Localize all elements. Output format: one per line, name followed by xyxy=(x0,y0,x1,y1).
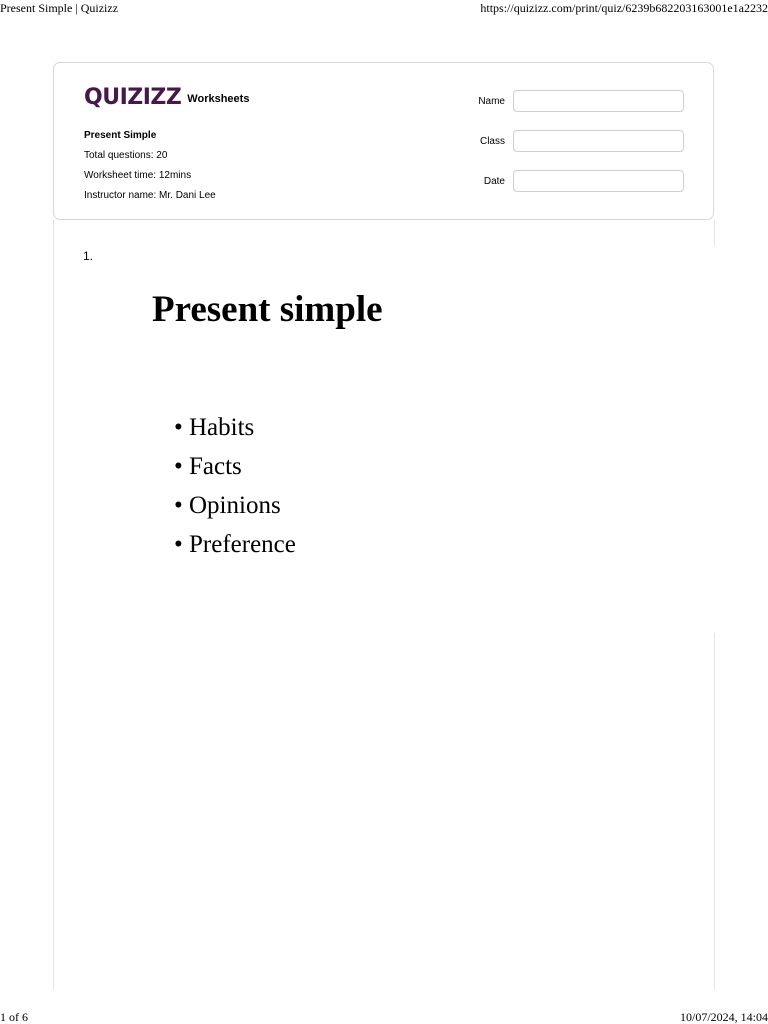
panel-border-top xyxy=(714,220,715,246)
bullet-icon: • xyxy=(174,414,183,441)
bullet-list xyxy=(174,408,296,564)
list-item xyxy=(174,486,296,525)
page-count: 1 of 6 xyxy=(0,1010,28,1024)
bullet-text: Opinions xyxy=(189,492,281,519)
date-label: Date xyxy=(483,175,505,187)
quiz-title: Present Simple xyxy=(84,130,157,141)
date-input[interactable] xyxy=(513,170,684,192)
instructor-name: Instructor name: Mr. Dani Lee xyxy=(84,190,216,201)
brand xyxy=(84,85,249,111)
name-label: Name xyxy=(478,95,505,107)
print-page-title: Present Simple | Quizizz xyxy=(0,1,119,15)
quizizz-logo: QUIZIZZ xyxy=(84,85,182,110)
bullet-icon: • xyxy=(174,453,183,480)
slide-title: Present simple xyxy=(152,289,383,330)
print-datetime: 10/07/2024, 14:04 xyxy=(679,1010,768,1024)
bullet-text: Facts xyxy=(189,453,242,480)
date-field-row xyxy=(465,170,684,192)
class-input[interactable] xyxy=(513,130,684,152)
question-panel xyxy=(53,220,715,990)
total-questions: Total questions: 20 xyxy=(84,150,168,161)
class-label: Class xyxy=(479,135,505,147)
name-input[interactable] xyxy=(513,90,684,112)
name-field-row xyxy=(465,90,684,112)
panel-border-bottom xyxy=(714,633,715,990)
bullet-icon: • xyxy=(174,531,183,558)
bullet-icon: • xyxy=(174,492,183,519)
list-item xyxy=(174,447,296,486)
quiz-info xyxy=(84,126,216,206)
class-field-row xyxy=(465,130,684,152)
print-url: https://quizizz.com/print/quiz/6239b682203163001e1a2232 xyxy=(480,1,768,15)
list-item xyxy=(174,525,296,564)
bullet-text: Habits xyxy=(189,414,255,441)
list-item xyxy=(174,408,296,447)
worksheets-label: Worksheets xyxy=(187,93,250,105)
question-number: 1. xyxy=(83,249,94,263)
worksheet-header-card xyxy=(53,62,714,220)
worksheet-time: Worksheet time: 12mins xyxy=(84,170,192,181)
bullet-text: Preference xyxy=(189,531,296,558)
